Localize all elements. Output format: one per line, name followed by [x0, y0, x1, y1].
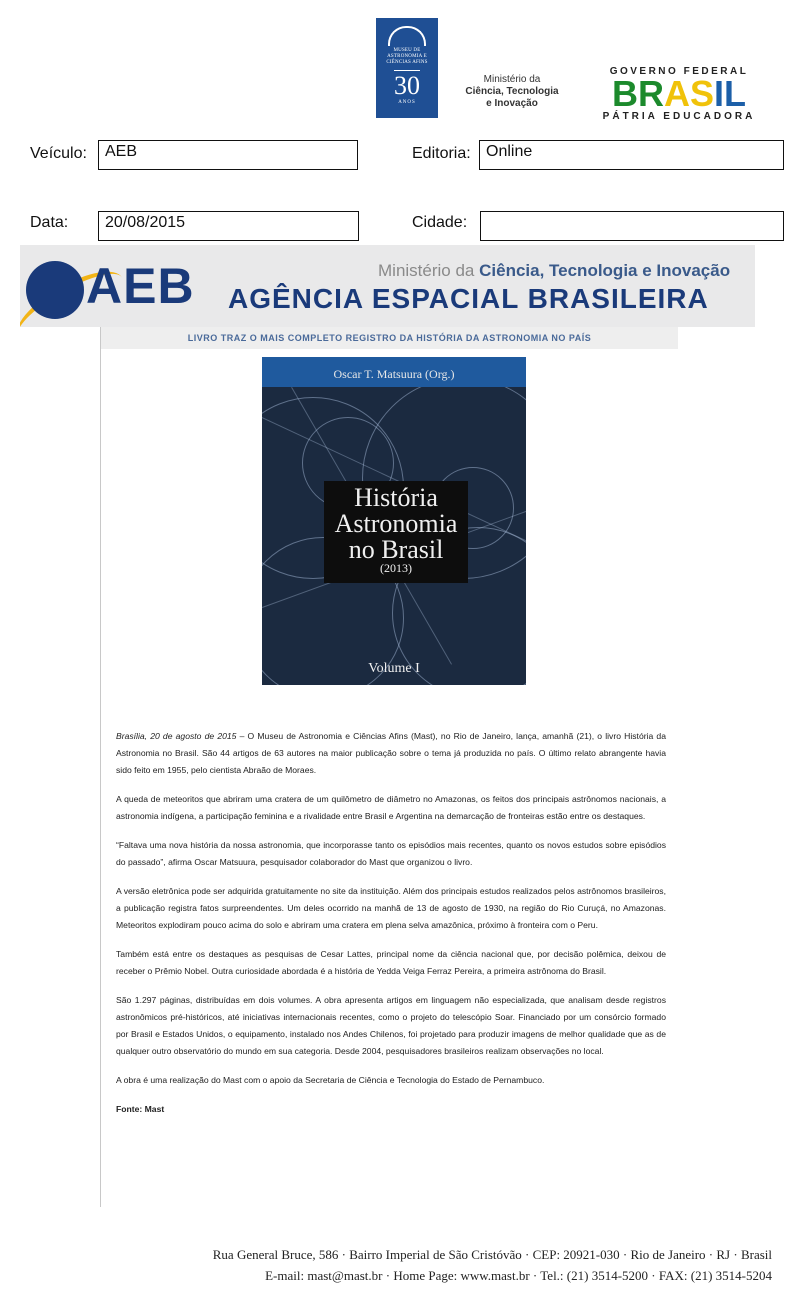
- aeb-planet-icon: [26, 261, 84, 319]
- mast-30-anos-logo: [376, 18, 438, 118]
- article-paragraph-4: A versão eletrônica pode ser adquirida gratuitamente no site da instituição. Além dos principais estudos realizados pelos astrônomos brasileiros, a publicação registra fatos surpreendentes. Um deles ocorrido na manhã de 13 de agosto de 1930, na região do Rio Curuçá, no Amazonas. Meteoritos explodiram pouco acima do solo e abriram uma cratera em plena selva amazônica, próximo à fronteira com o Peru.: [116, 886, 666, 930]
- brasil-wordmark: BRASIL: [611, 73, 746, 114]
- aeb-wordmark: AEB: [86, 258, 195, 314]
- ministry-line3: e Inovação: [486, 98, 538, 109]
- cover-title: História Astronomia no Brasil: [334, 483, 458, 564]
- editoria-label: Editoria:: [412, 145, 471, 162]
- article-paragraph-1: Brasília, 20 de agosto de 2015 – O Museu de Astronomia e Ciências Afins (Mast), no Rio de Janeiro, lança, amanhã (21), o livro História da Astronomia no Brasil. São 44 artigos de 63 autores na maior publicação sobre o tema já produzida no país. O último relato abrangente havia sido feito em 1955, pelo cientista Abraão de Moraes.: [116, 731, 666, 775]
- cover-author: Oscar T. Matsuura (Org.): [333, 367, 455, 381]
- ministry-line2: Ciência, Tecnologia: [465, 86, 559, 97]
- book-cover-image: [262, 357, 526, 685]
- ministry-logo: [452, 74, 572, 110]
- footer-line1: Rua General Bruce, 586 · Bairro Imperial de São Cristóvão · CEP: 20921-030 · Rio de Janeiro · RJ · Brasil: [212, 1247, 772, 1262]
- veiculo-label: Veículo:: [30, 145, 87, 162]
- article-paragraph-2: A queda de meteoritos que abriram uma cratera de um quilômetro de diâmetro no Amazonas, os feitos dos principais astrônomos nacionais, a astronomia indígena, a participação feminina e a rivalidade entre Brasil e Argentina na demarcação de fronteiras estão entre os destaques.: [116, 794, 666, 821]
- data-field[interactable]: 20/08/2015: [98, 211, 359, 241]
- data-label: Data:: [30, 214, 69, 231]
- cover-year: (2013): [380, 561, 412, 575]
- aeb-ministry-line: Ministério da Ciência, Tecnologia e Inovação: [378, 261, 731, 280]
- article-paragraph-5: Também está entre os destaques as pesquisas de Cesar Lattes, principal nome da ciência nacional que, por decisão polêmica, deixou de receber o Prêmio Nobel. Outra curiosidade abordada é a história de Yedda Veiga Ferraz Pereira, a primeira astrônoma do Brasil.: [116, 949, 666, 976]
- cidade-field[interactable]: [480, 211, 784, 241]
- footer-line2: E-mail: mast@mast.br · Home Page: www.mast.br · Tel.: (21) 3514-5200 · FAX: (21) 3514-5204: [265, 1268, 772, 1283]
- cover-volume: Volume I: [368, 661, 420, 676]
- ministry-line1: Ministério da: [483, 74, 541, 85]
- aeb-banner: [20, 245, 755, 327]
- observatory-dome-icon: [388, 26, 426, 46]
- mast-logo-name: MUSEU DE ASTRONOMIA E CIÊNCIAS AFINS: [386, 48, 428, 65]
- gov-top-text: GOVERNO FEDERAL: [609, 66, 749, 77]
- article-paragraph-3: “Faltava uma nova história da nossa astronomia, que incorporasse tanto os episódios mais recentes, quanto os novos estudos sobre episódios do passado”, afirma Oscar Matsuura, pesquisador colaborador do Mast que organizou o livro.: [116, 840, 666, 867]
- article-source: Fonte: Mast: [116, 1104, 165, 1114]
- cover-title-box: [324, 481, 468, 583]
- article-headline: LIVRO TRAZ O MAIS COMPLETO REGISTRO DA HISTÓRIA DA ASTRONOMIA NO PAÍS: [101, 327, 678, 349]
- mast-logo-number: 30: [394, 71, 420, 100]
- footer-address: [213, 1244, 772, 1286]
- cidade-label: Cidade:: [412, 214, 468, 231]
- article-body: [116, 728, 666, 1130]
- veiculo-field[interactable]: AEB: [98, 140, 358, 170]
- article-paragraph-7: A obra é uma realização do Mast com o apoio da Secretaria de Ciência e Tecnologia do Estado de Pernambuco.: [116, 1075, 545, 1085]
- aeb-agency-name: AGÊNCIA ESPACIAL BRASILEIRA: [228, 283, 709, 314]
- governo-federal-logo: [594, 66, 764, 122]
- mast-logo-anos: ANOS: [398, 100, 416, 105]
- gov-bottom-text: PÁTRIA EDUCADORA: [602, 111, 756, 122]
- article-paragraph-6: São 1.297 páginas, distribuídas em dois volumes. A obra apresenta artigos em linguagem não especializada, que analisam desde registros astronômicos pré-históricos, até iniciativas internacionais recentes, como o projeto do telescópio Soar. Financiado por um consórcio formado por Brasil e Estados Unidos, o equipamento, instalado nos Andes Chilenos, foi projetado para produzir imagens de melhor qualidade que as de qualquer outro observatório do mundo em sua categoria. Desde 2004, pesquisadores brasileiros realizam observações no local.: [116, 995, 666, 1056]
- editoria-field[interactable]: Online: [479, 140, 784, 170]
